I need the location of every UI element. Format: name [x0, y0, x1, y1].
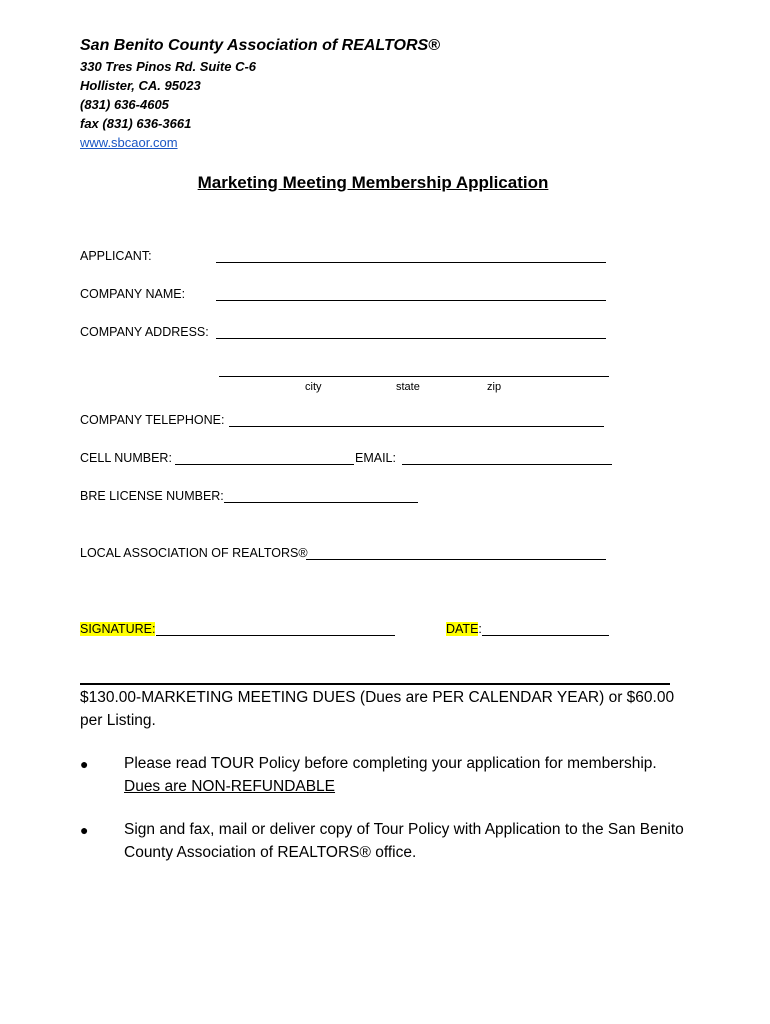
applicant-label: APPLICANT:	[80, 249, 152, 263]
local-association-label: LOCAL ASSOCIATION OF REALTORS®	[80, 546, 308, 560]
email-field[interactable]	[402, 464, 612, 465]
company-name-field[interactable]	[216, 300, 606, 301]
applicant-field[interactable]	[216, 262, 606, 263]
signature-label: SIGNATURE:	[80, 622, 156, 636]
section-divider	[80, 683, 670, 685]
email-label: EMAIL:	[355, 451, 396, 465]
form-title: Marketing Meeting Membership Application	[197, 173, 549, 192]
zip-caption: zip	[487, 381, 502, 393]
bullet-item-1: Please read TOUR Policy before completing your application for membership. Dues are NON-REFUNDABLE	[124, 755, 657, 795]
company-telephone-field[interactable]	[229, 426, 604, 427]
date-field[interactable]	[482, 635, 609, 636]
company-telephone-label: COMPANY TELEPHONE:	[80, 413, 225, 427]
bre-license-field[interactable]	[224, 502, 418, 503]
local-association-field[interactable]	[306, 559, 606, 560]
cell-number-label: CELL NUMBER:	[80, 451, 172, 465]
cell-number-field[interactable]	[175, 464, 354, 465]
fax-number: fax (831) 636-3661	[80, 116, 192, 131]
bullet-item-2: Sign and fax, mail or deliver copy of Tour Policy with Application to the San Benito County Association of REALTORS® office.	[124, 821, 684, 861]
dues-statement: $130.00-MARKETING MEETING DUES (Dues are PER CALENDAR YEAR) or $60.00 per Listing.	[80, 689, 675, 729]
organization-name: San Benito County Association of REALTORS®	[80, 37, 440, 54]
address-line-1: 330 Tres Pinos Rd. Suite C-6	[80, 59, 257, 74]
city-state-zip-field[interactable]	[219, 376, 609, 377]
company-address-field[interactable]	[216, 338, 606, 339]
city-caption: city	[305, 381, 322, 393]
state-caption: state	[396, 381, 420, 393]
date-label: DATE:	[446, 622, 482, 636]
bullet-icon: ●	[80, 822, 89, 838]
phone-number: (831) 636-4605	[80, 97, 169, 112]
bullet-icon: ●	[80, 756, 89, 772]
signature-field[interactable]	[156, 635, 395, 636]
website-link[interactable]: www.sbcaor.com	[80, 135, 178, 150]
company-name-label: COMPANY NAME:	[80, 287, 186, 301]
address-line-2: Hollister, CA. 95023	[80, 78, 201, 93]
company-address-label: COMPANY ADDRESS:	[80, 325, 209, 339]
bre-license-label: BRE LICENSE NUMBER:	[80, 489, 224, 503]
